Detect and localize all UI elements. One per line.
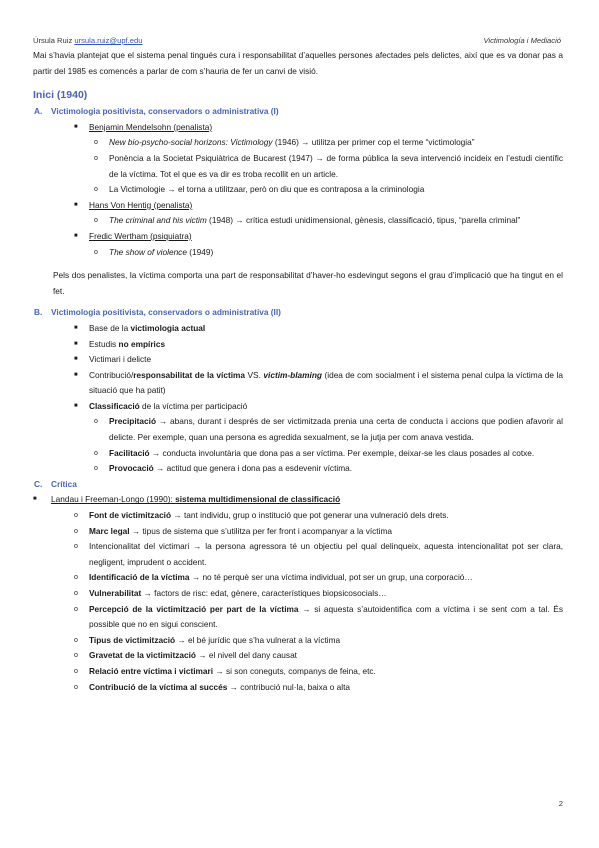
intro-paragraph: Mai s’havia plantejat que el sistema penal tingués cura i responsabilitat d’aquelles persones afectades pels delictes, així que es va donar pas a partir del 1985 es comencés a parlar de com s’hauria de fer un canvi de visió.	[33, 50, 563, 76]
sublist-item	[33, 680, 563, 696]
text-span: Contribució/	[89, 369, 134, 380]
list-item	[33, 399, 563, 415]
list-item	[33, 492, 563, 508]
circle-bullet-icon: o	[74, 652, 78, 660]
subsection-b-heading	[33, 305, 563, 321]
square-bullet-icon: ■	[74, 402, 78, 409]
list-item	[33, 198, 563, 214]
bold-span: Vulnerabilitat	[89, 588, 142, 598]
circle-bullet-icon: o	[74, 590, 78, 597]
section-a-paragraph: Pels dos penalistes, la víctima comporta una part de responsabilitat d’haver-ho esdevingut segons el grau d’implicació que ha tingut en el fet.	[53, 270, 563, 296]
square-bullet-icon: ■	[74, 324, 78, 331]
text-span: (idea de com socialment i el sistema penal culpa la víctima de la situació que ha patit)	[89, 369, 564, 396]
text-span: (1948) → crítica estudi unidimensional, gènesis, classificació, tipus, “parella criminal”	[206, 215, 521, 226]
bold-span: responsabilitat de la víctima	[133, 369, 246, 380]
list-item	[33, 120, 563, 136]
circle-bullet-icon: o	[94, 217, 98, 225]
sublist-item	[33, 151, 563, 182]
sublist-item	[33, 245, 563, 261]
list-item	[33, 337, 563, 353]
bold-span: Tipus de victimització	[89, 634, 176, 645]
sublist-item	[33, 135, 563, 151]
text-span: → el nivell del dany causat	[195, 650, 297, 661]
section-heading: Inici (1940)	[33, 89, 88, 102]
text-span: → si aquesta s’autoidentifica com a víctima i se sent com a tal. És possible que no en sigui conscient.	[89, 603, 563, 630]
sublist-item-text	[89, 633, 563, 649]
bold-span: Identificació de la víctima	[89, 572, 190, 583]
sublist-item-text	[109, 213, 563, 229]
text-span: de la víctima per participació	[139, 400, 248, 411]
subsection-b-title: Victimologia positivista, conservadors o administrativa (II)	[51, 307, 281, 318]
square-bullet-icon: ■	[74, 340, 78, 347]
square-bullet-icon: ■	[74, 371, 78, 378]
bold-span: Precipitació	[109, 416, 157, 427]
subsection-a-title: Victimologia positivista, conservadors o administrativa (I)	[51, 106, 279, 117]
sublist-item	[33, 508, 563, 524]
author-name: Fredic Wertham (psiquiatra)	[89, 230, 192, 241]
italic-span: The criminal and his victim	[109, 215, 207, 226]
text-span: (1949)	[186, 246, 214, 257]
circle-bullet-icon: o	[94, 186, 98, 194]
sublist-item	[33, 524, 563, 540]
text-span: → factors de risc: edat, gènere, característiques biopsicosocials…	[141, 588, 387, 598]
sublist	[33, 245, 563, 261]
circle-bullet-icon: o	[74, 605, 78, 613]
bold-span: Contribució de la víctima al succés	[89, 681, 228, 692]
bold-span: Provocació	[109, 463, 154, 474]
circle-bullet-icon: o	[74, 636, 78, 644]
sublist-item	[33, 414, 563, 445]
circle-bullet-icon: o	[94, 248, 98, 256]
document-body	[33, 48, 563, 695]
italic-span: The show of violence	[109, 246, 187, 257]
author-name: Benjamin Mendelsohn (penalista)	[89, 121, 213, 132]
circle-bullet-icon: o	[74, 574, 78, 582]
text-span: Ponència a la Societat Psiquiàtrica de Bucarest (1947) → de forma pública la seva intervenció incideix en l’estudi científic de la víctima. Tot el que es va dir es troba recollit en un article.	[109, 152, 563, 179]
header-left	[33, 36, 142, 45]
list-item-text	[89, 399, 563, 415]
text-span: Intencionalitat del victimari → la persona agressora té un objectiu pel qual delinqueix, aquesta intencionalitat pot ser clara, negligent, imprudent o accident.	[89, 541, 563, 567]
square-bullet-icon: ■	[33, 496, 37, 503]
bold-span: no empírics	[118, 338, 166, 349]
bold-span: Font de victimització	[89, 510, 172, 521]
text-span: (1946) → utilitza per primer cop el terme “victimologia”	[272, 137, 475, 148]
sublist-item-text	[89, 586, 563, 602]
circle-bullet-icon: o	[94, 154, 98, 162]
sublist-item-text	[109, 446, 563, 462]
text-span: → tipus de sistema que s’utilitza per fer front i acompanyar a la víctima	[129, 525, 392, 536]
subsection-a-heading	[33, 104, 563, 120]
sublist-item	[33, 446, 563, 462]
circle-bullet-icon: o	[74, 683, 78, 691]
bold-span: victimologia actual	[130, 322, 206, 333]
text-span: → abans, durant i després de ser victimitzada prenia una certa de conducta i accions que podien afavorir al delicte. Per exemple, quan una persona es agredida sexualment, se la jutja per com anava vestida.	[109, 416, 563, 443]
sublist	[33, 414, 563, 476]
sublist-item	[33, 539, 563, 570]
sublist-item-text	[109, 135, 563, 151]
sublist-item	[33, 213, 563, 229]
sublist-item-text	[89, 664, 563, 680]
text-span: Base de la	[89, 322, 131, 333]
page-number: 2	[558, 799, 563, 808]
sublist-item	[33, 461, 563, 477]
list-item	[33, 321, 563, 337]
author-name: Hans Von Hentig (penalista)	[89, 199, 193, 210]
sublist	[33, 508, 563, 695]
text-span: → contribució nul·la, baixa o alta	[227, 681, 351, 692]
text-span: VS.	[245, 369, 264, 380]
circle-bullet-icon: o	[74, 543, 78, 551]
bold-span: Classificació	[89, 400, 140, 411]
sublist	[33, 213, 563, 229]
sublist-item-text	[89, 602, 563, 633]
bold-span: Marc legal	[89, 525, 130, 536]
bold-span: Percepció de la victimització per part de la víctima	[89, 603, 299, 614]
sublist-item-text	[89, 539, 563, 570]
sublist-item	[33, 664, 563, 680]
sublist-item	[33, 648, 563, 664]
header-author: Úrsula Ruiz	[33, 36, 73, 45]
list-item-text	[89, 337, 563, 353]
circle-bullet-icon: o	[74, 512, 78, 520]
sublist-item	[33, 182, 563, 198]
sublist-item-text	[109, 182, 563, 198]
text-span: → el bé jurídic que s’ha vulnerat a la víctima	[175, 634, 341, 645]
subsection-c-letter: C.	[34, 478, 43, 489]
list-item-text	[51, 492, 563, 508]
list-item	[33, 229, 563, 245]
header-subject: Victimología i Mediació	[483, 36, 561, 45]
circle-bullet-icon: o	[94, 465, 98, 473]
header-email-link[interactable]: ursula.ruiz@upf.edu	[74, 36, 143, 45]
circle-bullet-icon: o	[74, 667, 78, 675]
sublist-item	[33, 602, 563, 633]
sublist-item-text	[89, 570, 563, 586]
sublist-item-text	[89, 524, 563, 540]
page-header	[33, 36, 561, 45]
list-item-text	[89, 321, 563, 337]
bold-span: Facilitació	[109, 447, 150, 458]
text-span: → si son coneguts, companys de feina, etc.	[213, 665, 376, 676]
underlined-span: Landau i Freeman-Longo (1990):	[51, 494, 176, 505]
text-span: → conducta involuntària que dona pas a ser víctima. Per exemple, deixar-se les claus posades al cotxe.	[149, 447, 535, 458]
list-item	[33, 368, 563, 399]
bold-underlined-span: sistema multidimensional de classificació	[175, 494, 341, 505]
sublist-item-text	[109, 245, 563, 261]
square-bullet-icon: ■	[74, 123, 78, 130]
text-span: → tant individu, grup o institució que pot generar una vulneració dels drets.	[171, 510, 449, 521]
list-item-text	[89, 368, 563, 399]
sublist-item-text	[109, 151, 563, 182]
subsection-b-letter: B.	[34, 307, 43, 318]
circle-bullet-icon: o	[94, 418, 98, 426]
circle-bullet-icon: o	[94, 449, 98, 457]
text-span: → no té perquè ser una víctima individual, pot ser un grup, una corporació…	[189, 572, 473, 583]
circle-bullet-icon: o	[94, 139, 98, 147]
sublist-item-text	[109, 414, 563, 445]
subsection-c-heading	[33, 477, 563, 493]
sublist-item-text	[109, 461, 563, 477]
list-item	[33, 352, 563, 368]
sublist-item	[33, 633, 563, 649]
bold-italic-span: victim-blaming	[263, 369, 322, 380]
list-item-text: Victimari i delicte	[89, 354, 152, 365]
sublist-item-text	[89, 680, 563, 696]
square-bullet-icon: ■	[74, 356, 78, 363]
bold-span: Relació entre víctima i victimari	[89, 665, 214, 676]
square-bullet-icon: ■	[74, 201, 78, 208]
sublist	[33, 135, 563, 197]
subsection-a-letter: A.	[34, 106, 43, 117]
sublist-item	[33, 586, 563, 602]
sublist-item	[33, 570, 563, 586]
sublist-item-text	[89, 648, 563, 664]
square-bullet-icon: ■	[74, 232, 78, 239]
text-span: La Victimologie → el torna a utilitzaar, però on diu que es contraposa a la criminologia	[109, 184, 425, 195]
italic-span: New bio-psycho-social horizons: Victimology	[109, 137, 273, 148]
bold-span: Gravetat de la victimització	[89, 650, 196, 661]
sublist-item-text	[89, 508, 563, 524]
subsection-c-title: Crítica	[51, 478, 77, 489]
text-span: → actitud que genera i dona pas a esdevenir víctima.	[153, 463, 353, 474]
text-span: Estudis	[89, 338, 119, 349]
circle-bullet-icon: o	[74, 527, 78, 535]
